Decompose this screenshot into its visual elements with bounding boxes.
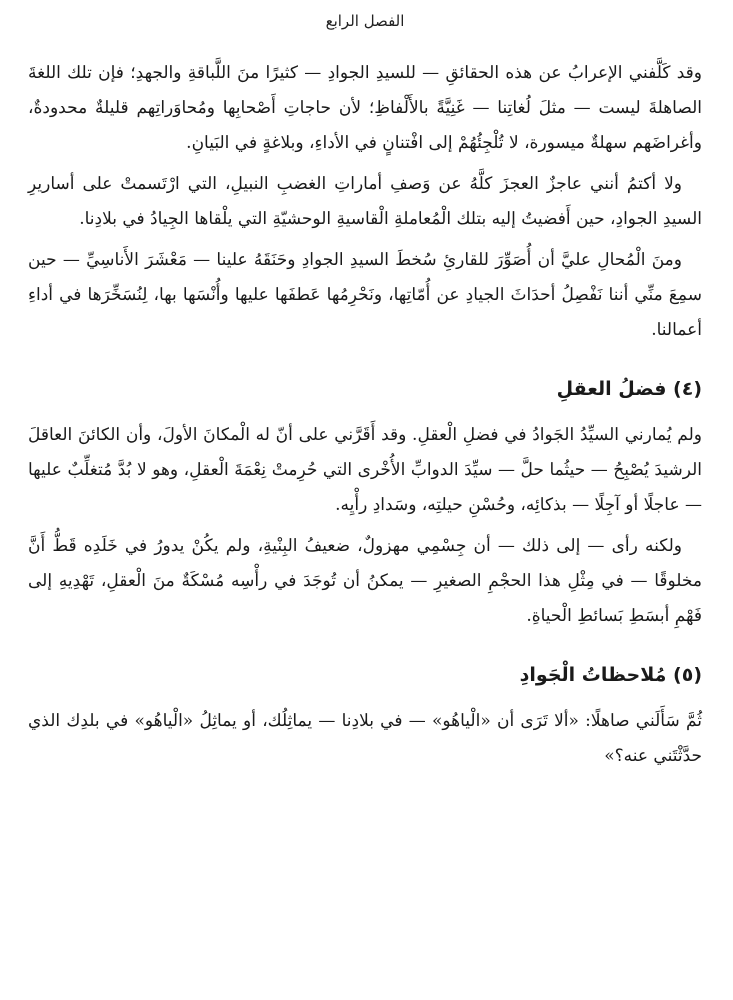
paragraph-reason-first-place: ولم يُمارني السيِّدُ الجَوادُ في فضلِ الْعقلِ. وقد أَقَرَّني على أنّ له الْمكانَ الأولَ، وأن الكائنَ العاقلَ الرشيدَ يُصْبِحُ — حيثُما حلَّ — سيِّدَ الدوابِّ الأُخْرى التي حُرِمتْ نِعْمَةَ الْعقلِ، وهو لا بُدَّ مُتغلِّبٌ عليها — عاجلًا أو آجِلًا — بذكائِه، وحُسْنِ حيلتِه، وسَدادِ رأْيِه.: [28, 425, 702, 515]
paragraph-yahoo-question: ثُمَّ سَأَلَني صاهلًا: «ألا تَرَى أن «الْياهُو» — في بلادِنا — يماثِلُك، أو يماثِلُ «الْياهُو» في بلدِك الذي حدَّثْتَني عنه؟»: [28, 711, 702, 766]
paragraph-language-difficulty: وقد كَلَّفني الإعرابُ عن هذه الحقائقِ — للسيدِ الجوادِ — كثيرًا منَ اللَّباقةِ والجهدِ؛ فإن تلك اللغةَ الصاهلةَ ليست — مثلَ لُغاتِنا — غَنِيَّةً بالأَلْفاظِ؛ لأن حاجاتِ أَصْحابِها ومُحاوَراتِهم قليلةٌ محدودةٌ، وأغراضَهم سهلةٌ ميسورة، لا تُلْجِئُهُمْ إلى افْتنانٍ في الأداءِ، وبلاغةٍ في البَيانِ.: [28, 63, 702, 153]
paragraph-noble-anger: ولا أكتمُ أنني عاجزٌ العجزَ كلَّهُ عن وَصفِ أماراتِ الغضبِ النبيلِ، التي ارْتَسمتْ على أساريرِ السيدِ الجوادِ، حين أَفضيتُ إليه بتلك الْمُعاملةِ الْقاسيةِ الوحشيّةِ التي يلْقاها الجِيادُ في بلادِنا.: [28, 174, 702, 229]
chapter-running-header: الفصل الرابع: [325, 12, 405, 30]
body-text: [28, 56, 702, 774]
paragraph-weak-body: ولكنه رأى — إلى ذلك — أن جِسْمِي مهزولٌ، ضعيفُ البِنْيةِ، ولم يكُنْ يدورُ في خَلَدِه قَطُّ أَنَّ مخلوقًا — في مِثْلِ هذا الحجْمِ الصغيرِ — يمكنُ أن تُوجَدَ في رأْسِه مُسْكَةٌ منَ الْعقلِ، تَهْدِيهِ إلى فَهْمِ أبسَطِ بَسائطِ الْحياةِ.: [28, 536, 702, 626]
paragraph-horse-indignation: ومنَ الْمُحالِ عليَّ أن أُصَوِّرَ للقارئِ سُخطَ السيدِ الجوادِ وحَنَقَهُ علينا — مَعْشَرَ الأَناسِيِّ — حين سمِعَ منِّي أننا نَفْصِلُ أحدَاثَ الجيادِ عن أُمّاتِها، ونَحْرِمُها عَطفَها عليها وأُنْسَها بها، لِنُسَخِّرَها في أداءِ أعمالنا.: [28, 250, 702, 340]
section-heading-virtue-of-reason: (٤) فضلُ العقلِ: [556, 378, 702, 400]
section-heading-horse-observations: (٥) مُلاحظاتُ الْجَوادِ: [519, 664, 702, 686]
